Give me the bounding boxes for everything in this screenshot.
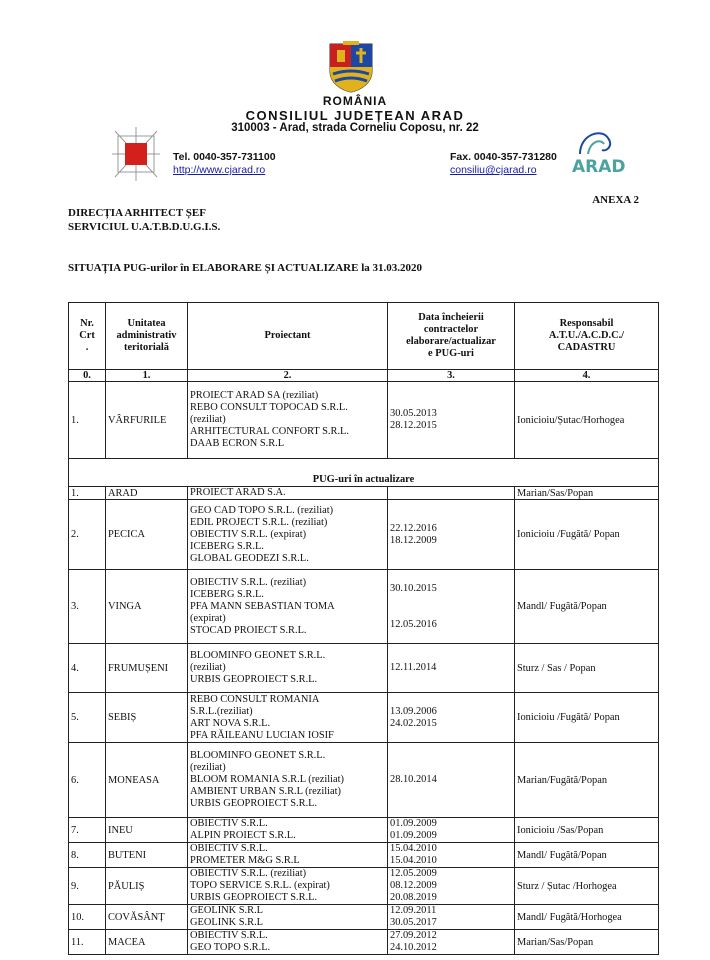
projectant-name: OBIECTIV S.R.L. xyxy=(190,843,268,854)
contract-date: 08.12.2009 xyxy=(390,880,437,891)
uat-name: MACEA xyxy=(106,930,188,955)
contract-dates xyxy=(388,644,515,693)
row-number: 5. xyxy=(69,693,106,743)
projectant-name: DAAB ECRON S.R.L xyxy=(190,438,285,449)
council-logo-icon xyxy=(112,127,160,181)
projectant-name: OBIECTIV S.R.L. xyxy=(190,930,268,941)
section-row xyxy=(69,459,659,487)
contract-date: 12.05.2016 xyxy=(390,618,437,630)
header-text-line: Nr. xyxy=(80,318,94,329)
contract-dates xyxy=(388,818,515,843)
header-nr xyxy=(69,303,106,370)
header-uat xyxy=(106,303,188,370)
responsible-names: Sturz / Șutac /Horhogea xyxy=(515,868,659,905)
contract-date: 18.12.2009 xyxy=(390,534,437,546)
projectant-name: OBIECTIV S.R.L. (expirat) xyxy=(190,528,307,540)
projectant-name: ICEBERG S.R.L. xyxy=(190,540,264,552)
responsible-names: Ionicioiu /Fugătă/ Popan xyxy=(515,500,659,570)
projectant-name: (reziliat) xyxy=(190,762,226,773)
projectant-name: PROMETER M&G S.R.L xyxy=(190,855,300,866)
table-row xyxy=(69,818,659,843)
header-text-line: . xyxy=(85,342,89,353)
row-number: 4. xyxy=(69,644,106,693)
responsible-names: Ionicioiu/Șutac/Horhogea xyxy=(515,382,659,459)
service-name: SERVICIUL U.A.T.B.D.U.G.I.S. xyxy=(68,221,221,233)
index-cell: 0. xyxy=(69,370,106,382)
row-number: 3. xyxy=(69,570,106,644)
index-cell: 2. xyxy=(188,370,388,382)
responsible-names: Marian/Sas/Popan xyxy=(515,487,659,500)
uat-name: SEBIȘ xyxy=(106,693,188,743)
projectant-name: ALPIN PROIECT S.R.L. xyxy=(190,830,296,841)
projectant-name: PFA MANN SEBASTIAN TOMA xyxy=(190,600,335,612)
projectant-name: URBIS GEOPROIECT S.R.L. xyxy=(190,798,318,809)
projectant-name: ICEBERG S.R.L. xyxy=(190,588,264,600)
table-row xyxy=(69,905,659,930)
projectant-list xyxy=(188,868,388,905)
projectant-name: PFA RĂILEANU LUCIAN IOSIF xyxy=(190,729,334,741)
pug-status-table xyxy=(68,302,659,955)
document-title: SITUAȚIA PUG-urilor în ELABORARE ȘI ACTUALIZARE la 31.03.2020 xyxy=(68,262,422,274)
arad-county-crest-icon xyxy=(327,41,375,93)
contract-date: 30.05.2017 xyxy=(390,917,437,928)
row-number: 8. xyxy=(69,843,106,868)
projectant-name: BLOOMINFO GEONET S.R.L. xyxy=(190,750,326,761)
contract-date: 12.11.2014 xyxy=(390,662,437,673)
column-index-row xyxy=(69,370,659,382)
projectant-name: AMBIENT URBAN S.R.L (reziliat) xyxy=(190,786,341,797)
uat-name: INEU xyxy=(106,818,188,843)
contract-date: 01.09.2009 xyxy=(390,830,437,841)
table-row xyxy=(69,500,659,570)
row-number: 10. xyxy=(69,905,106,930)
projectant-list xyxy=(188,843,388,868)
contract-date: 12.05.2009 xyxy=(390,868,437,879)
projectant-name: URBIS GEOPROIECT S.R.L. xyxy=(190,892,318,903)
projectant-name: REBO CONSULT TOPOCAD S.R.L. xyxy=(190,402,348,413)
row-number: 11. xyxy=(69,930,106,955)
contract-date: 01.09.2009 xyxy=(390,818,437,829)
contract-date: 27.09.2012 xyxy=(390,930,437,941)
header-text-line: Proiectant xyxy=(264,330,311,341)
header-proiectant xyxy=(188,303,388,370)
projectant-list xyxy=(188,570,388,644)
department-block xyxy=(68,206,220,234)
contract-dates xyxy=(388,930,515,955)
projectant-name: PROIECT ARAD SA (reziliat) xyxy=(190,390,319,401)
contract-dates xyxy=(388,868,515,905)
header-text-line: administrativ xyxy=(116,330,177,341)
row-number: 1. xyxy=(69,487,106,500)
projectant-name: GEO TOPO S.R.L. xyxy=(190,942,271,953)
contract-date: 22.12.2016 xyxy=(390,522,437,534)
contract-date: 30.05.2013 xyxy=(390,408,437,419)
projectant-list xyxy=(188,818,388,843)
header-text-line: e PUG-uri xyxy=(428,348,474,359)
table-row xyxy=(69,843,659,868)
contact-right xyxy=(450,151,557,177)
contract-date: 20.08.2019 xyxy=(390,892,437,903)
projectant-name: (reziliat) xyxy=(190,414,226,425)
contract-dates xyxy=(388,693,515,743)
table-row xyxy=(69,930,659,955)
header-text-line: elaborare/actualizar xyxy=(406,336,496,347)
projectant-name: BLOOMINFO GEONET S.R.L. xyxy=(190,650,326,661)
projectant-name: (reziliat) xyxy=(190,662,226,673)
responsible-names: Mandl/ Fugătă/Popan xyxy=(515,843,659,868)
header-text-line: Responsabil xyxy=(559,318,614,329)
projectant-name: OBIECTIV S.R.L. (reziliat) xyxy=(190,576,307,588)
projectant-name: OBIECTIV S.R.L. (reziliat) xyxy=(190,868,307,879)
index-cell: 3. xyxy=(388,370,515,382)
projectant-list xyxy=(188,905,388,930)
projectant-name: (expirat) xyxy=(190,612,226,624)
table-row xyxy=(69,868,659,905)
contract-date: 30.10.2015 xyxy=(390,582,437,594)
table-row xyxy=(69,644,659,693)
responsible-names: Mandl/ Fugătă/Popan xyxy=(515,570,659,644)
projectant-list xyxy=(188,930,388,955)
table-row xyxy=(69,743,659,818)
header-text-line: Data încheierii xyxy=(418,312,484,323)
website-link[interactable]: http://www.cjarad.ro xyxy=(173,164,266,176)
projectant-list xyxy=(188,644,388,693)
table-header-row xyxy=(69,303,659,370)
council-address: 310003 - Arad, strada Corneliu Coposu, nr. 22 xyxy=(231,122,479,134)
row-number: 6. xyxy=(69,743,106,818)
header-text-line: contractelor xyxy=(423,324,479,335)
projectant-name: OBIECTIV S.R.L. xyxy=(190,818,268,829)
responsible-names: Ionicioiu /Sas/Popan xyxy=(515,818,659,843)
responsible-names: Marian/Sas/Popan xyxy=(515,930,659,955)
projectant-name: S.R.L.(reziliat) xyxy=(190,705,253,717)
contract-dates xyxy=(388,743,515,818)
projectant-name: GEOLINK S.R.L xyxy=(190,905,264,916)
projectant-name: GEOLINK S.R.L xyxy=(190,917,264,928)
table-row xyxy=(69,693,659,743)
contract-dates xyxy=(388,570,515,644)
council-name: CONSILIUL JUDEȚEAN ARAD xyxy=(245,108,465,123)
responsible-names: Ionicioiu /Fugătă/ Popan xyxy=(515,693,659,743)
contract-dates xyxy=(388,905,515,930)
arad-city-logo-icon xyxy=(568,128,636,178)
table-body xyxy=(69,370,659,955)
table-row xyxy=(69,382,659,459)
contract-dates xyxy=(388,500,515,570)
uat-name: ARAD xyxy=(106,487,188,500)
projectant-list xyxy=(188,382,388,459)
header-text-line: teritorială xyxy=(123,342,169,353)
uat-name: VINGA xyxy=(106,570,188,644)
projectant-list xyxy=(188,487,388,500)
contract-date: 24.10.2012 xyxy=(390,942,437,953)
contract-dates xyxy=(388,843,515,868)
projectant-name: BLOOM ROMANIA S.R.L (reziliat) xyxy=(190,774,345,785)
index-cell: 4. xyxy=(515,370,659,382)
projectant-name: TOPO SERVICE S.R.L. (expirat) xyxy=(190,880,330,891)
header-date xyxy=(388,303,515,370)
contract-date xyxy=(390,595,512,607)
contract-date xyxy=(390,607,512,619)
contract-date: 12.09.2011 xyxy=(390,905,437,916)
annex-label: ANEXA 2 xyxy=(592,194,639,206)
projectant-name: URBIS GEOPROIECT S.R.L. xyxy=(190,674,318,685)
projectant-name: EDIL PROJECT S.R.L. (reziliat) xyxy=(190,516,328,528)
projectant-name: ART NOVA S.R.L. xyxy=(190,717,271,729)
phone-number: Tel. 0040-357-731100 xyxy=(173,151,276,163)
uat-name: BUTENI xyxy=(106,843,188,868)
directorate-name: DIRECȚIA ARHITECT ȘEF xyxy=(68,207,206,219)
contract-date: 28.12.2015 xyxy=(390,420,437,431)
email-link[interactable]: consiliu@cjarad.ro xyxy=(450,164,537,176)
table-row xyxy=(69,487,659,500)
projectant-list xyxy=(188,743,388,818)
index-cell: 1. xyxy=(106,370,188,382)
fax-number: Fax. 0040-357-731280 xyxy=(450,151,557,163)
header-responsible xyxy=(515,303,659,370)
header-text-line: Unitatea xyxy=(127,318,166,329)
header-text-line: A.T.U./A.C.D.C./ xyxy=(548,330,625,341)
responsible-names: Marian/Fugătă/Popan xyxy=(515,743,659,818)
contract-dates xyxy=(388,382,515,459)
arad-logo-text: ARAD xyxy=(572,157,626,177)
uat-name: PECICA xyxy=(106,500,188,570)
responsible-names: Sturz / Sas / Popan xyxy=(515,644,659,693)
projectant-list xyxy=(188,693,388,743)
projectant-list xyxy=(188,500,388,570)
contract-dates xyxy=(388,487,515,500)
section-title: PUG-uri în actualizare xyxy=(69,459,659,487)
projectant-name: GEO CAD TOPO S.R.L. (reziliat) xyxy=(190,504,334,516)
table-row xyxy=(69,570,659,644)
projectant-name: STOCAD PROIECT S.R.L. xyxy=(190,624,307,636)
uat-name: FRUMUȘENI xyxy=(106,644,188,693)
header-text-line: Crt xyxy=(79,330,95,341)
contract-date: 15.04.2010 xyxy=(390,855,437,866)
uat-name: PĂULIȘ xyxy=(106,868,188,905)
row-number: 2. xyxy=(69,500,106,570)
uat-name: COVĂSÂNȚ xyxy=(106,905,188,930)
projectant-name: ARHITECTURAL CONFORT S.R.L. xyxy=(190,426,349,437)
contract-date: 13.09.2006 xyxy=(390,705,437,717)
projectant-name: REBO CONSULT ROMANIA xyxy=(190,693,320,705)
contact-left xyxy=(173,151,276,177)
row-number: 7. xyxy=(69,818,106,843)
uat-name: VÂRFURILE xyxy=(106,382,188,459)
country-name: ROMÂNIA xyxy=(322,94,388,108)
contract-date: 24.02.2015 xyxy=(390,717,437,729)
contract-date: 15.04.2010 xyxy=(390,843,437,854)
contract-date: 28.10.2014 xyxy=(390,774,437,785)
responsible-names: Mandl/ Fugătă/Horhogea xyxy=(515,905,659,930)
uat-name: MONEASA xyxy=(106,743,188,818)
row-number: 1. xyxy=(69,382,106,459)
projectant-name: GLOBAL GEODEZI S.R.L. xyxy=(190,552,309,564)
header-text-line: CADASTRU xyxy=(557,342,616,353)
row-number: 9. xyxy=(69,868,106,905)
projectant-name: PROIECT ARAD S.A. xyxy=(190,487,286,498)
